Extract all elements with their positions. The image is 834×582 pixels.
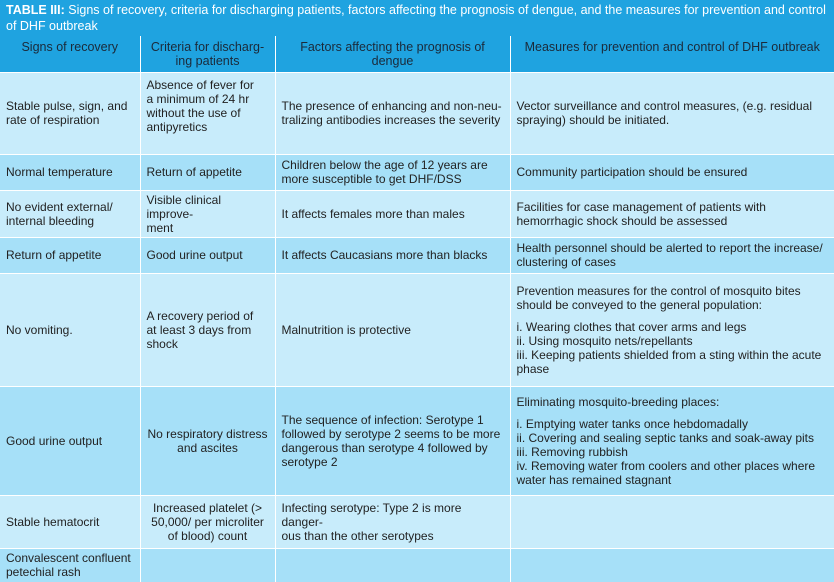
table-row xyxy=(0,386,834,495)
cell-factors: It affects females more than males xyxy=(275,190,510,237)
cell-recovery: No vomiting. xyxy=(0,273,140,386)
cell-criteria: A recovery period of at least 3 days from shock xyxy=(140,273,275,386)
cell-criteria: No respiratory distress and ascites xyxy=(140,386,275,495)
cell-criteria: Return of appetite xyxy=(140,154,275,190)
cell-factors xyxy=(275,548,510,582)
cell-criteria: Good urine output xyxy=(140,237,275,273)
table-row xyxy=(0,237,834,273)
cell-criteria: Increased platelet (> 50,000/ per microliter of blood) count xyxy=(140,495,275,548)
cell-criteria: Visible clinical improve- ment xyxy=(140,190,275,237)
cell-measures xyxy=(510,495,834,548)
table-caption xyxy=(0,0,834,36)
cell-factors: Children below the age of 12 years are more susceptible to get DHF/DSS xyxy=(275,154,510,190)
table-row xyxy=(0,273,834,386)
header-prognosis-factors: Factors affecting the prognosis of dengue xyxy=(275,36,510,72)
cell-criteria: Absence of fever for a minimum of 24 hr without the use of antipyretics xyxy=(140,72,275,154)
cell-recovery: Good urine output xyxy=(0,386,140,495)
measures-list: i. Emptying water tanks once hebdomadally ii. Covering and sealing septic tanks and soak-away pits iii. Removing rubbish iv. Removing water from coolers and other places where water has remained stagnant xyxy=(516,416,816,487)
cell-measures: Health personnel should be alerted to report the increase/ clustering of cases xyxy=(510,237,834,273)
header-discharge-criteria: Criteria for discharg- ing patients xyxy=(140,36,275,72)
measures-intro: Eliminating mosquito-breeding places: xyxy=(516,394,720,409)
cell-recovery: Stable pulse, sign, and rate of respiration xyxy=(0,72,140,154)
cell-measures: Community participation should be ensured xyxy=(510,154,834,190)
cell-measures xyxy=(510,386,834,495)
cell-measures xyxy=(510,548,834,582)
cell-measures: Vector surveillance and control measures, (e.g. residual spraying) should be initiated. xyxy=(510,72,834,154)
header-row xyxy=(0,36,834,72)
cell-measures xyxy=(510,273,834,386)
cell-factors: Malnutrition is protective xyxy=(275,273,510,386)
header-prevention-measures: Measures for prevention and control of DHF outbreak xyxy=(510,36,834,72)
cell-recovery: Convalescent confluent petechial rash xyxy=(0,548,140,582)
cell-recovery: Normal temperature xyxy=(0,154,140,190)
table-row xyxy=(0,72,834,154)
table-row xyxy=(0,190,834,237)
table-row xyxy=(0,495,834,548)
cell-recovery: No evident external/ internal bleeding xyxy=(0,190,140,237)
table-row xyxy=(0,548,834,582)
caption-text: Signs of recovery, criteria for discharging patients, factors affecting the prognosis of dengue, and the measures for prevention and control of DHF outbreak xyxy=(6,3,826,33)
data-table xyxy=(0,36,834,582)
measures-list: i. Wearing clothes that cover arms and legs ii. Using mosquito nets/repellants iii. Keeping patients shielded from a sting within the acute phase xyxy=(516,319,822,376)
cell-factors: The sequence of infection: Serotype 1 followed by serotype 2 seems to be more dangerous than serotype 4 followed by serotype 2 xyxy=(275,386,510,495)
table-row xyxy=(0,154,834,190)
cell-factors: The presence of enhancing and non-neu- tralizing antibodies increases the severity xyxy=(275,72,510,154)
cell-measures: Facilities for case management of patients with hemorrhagic shock should be assessed xyxy=(510,190,834,237)
cell-factors: Infecting serotype: Type 2 is more danger- ous than the other serotypes xyxy=(275,495,510,548)
cell-recovery: Stable hematocrit xyxy=(0,495,140,548)
cell-recovery: Return of appetite xyxy=(0,237,140,273)
measures-intro: Prevention measures for the control of mosquito bites should be conveyed to the general population: xyxy=(516,283,801,312)
header-signs-of-recovery: Signs of recovery xyxy=(0,36,140,72)
cell-factors: It affects Caucasians more than blacks xyxy=(275,237,510,273)
caption-label: TABLE III: xyxy=(6,3,65,17)
cell-criteria xyxy=(140,548,275,582)
